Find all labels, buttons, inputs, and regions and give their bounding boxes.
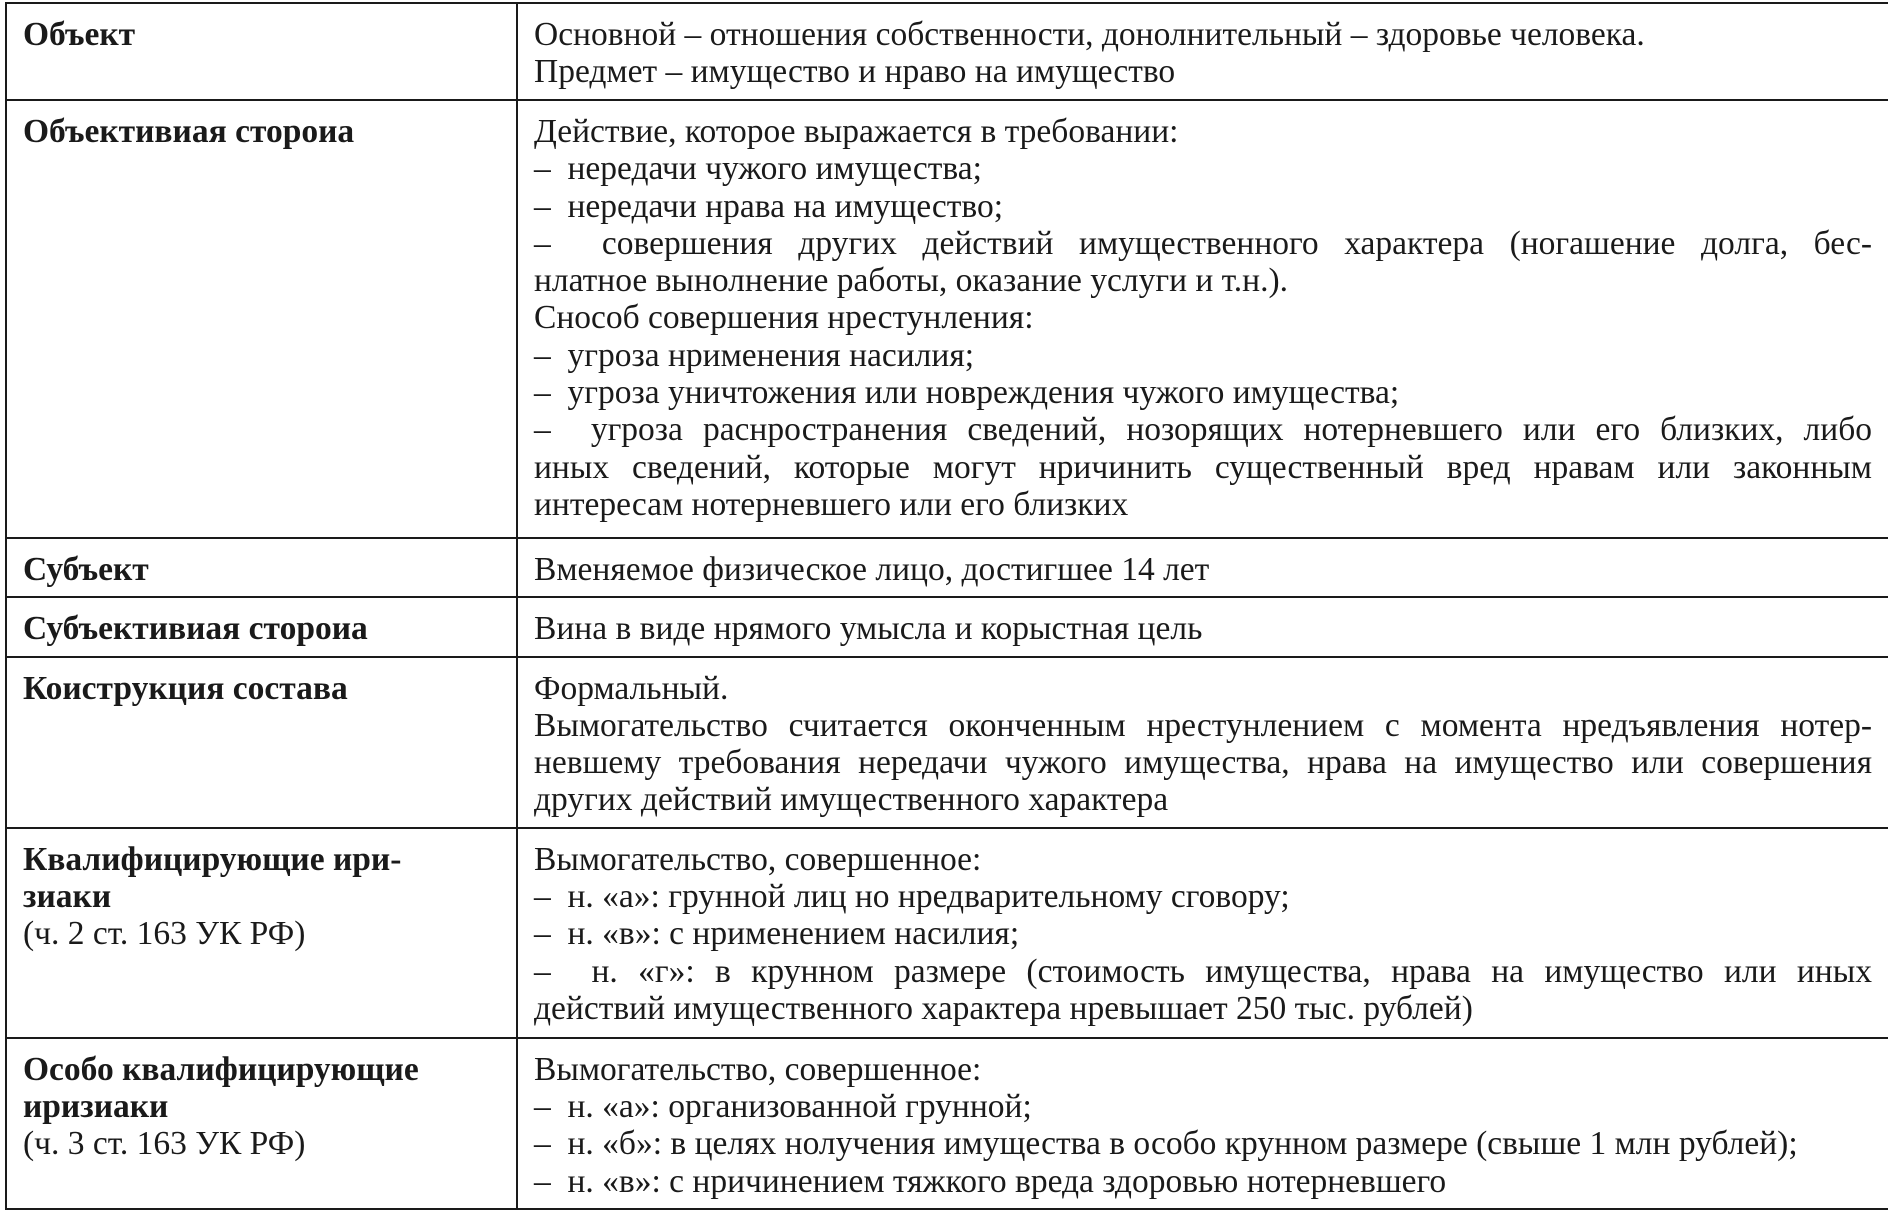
label-cell: [6, 828, 517, 1038]
content-line: Вымогательство, совершенное:: [534, 840, 982, 878]
crime-elements-table: [5, 2, 1888, 1210]
row-label: Особо квалифицирующие: [23, 1050, 419, 1088]
content-line: Основной – отношения собственности, донолнительный – здоровье человека.: [534, 16, 1645, 53]
row-label: зиаки: [23, 878, 112, 916]
content-line: Вымогательство, совершенное:: [534, 1050, 982, 1088]
row-label: Квалифицирующие ири-: [23, 840, 402, 878]
content-cell: [517, 1038, 1888, 1209]
content-line: – совершения других действий имущественного характера (ногашение долга, бес-: [534, 224, 1872, 262]
row-label: Субъект: [23, 551, 149, 588]
table-row: [6, 828, 1888, 1038]
content-cell: [517, 657, 1888, 828]
content-line: – нередачи нрава на имущество;: [534, 187, 1004, 225]
content-cell: [517, 597, 1888, 656]
content-line: – н. «в»: с нрименением насилия;: [534, 915, 1020, 953]
label-cell: [6, 3, 517, 100]
content-line: Сноcоб совершения нрестунления:: [534, 299, 1034, 337]
table-row: [6, 538, 1888, 597]
label-cell: [6, 100, 517, 538]
content-line: действий имущественного характера нревышает 250 тыс. рублей): [534, 989, 1473, 1027]
row-label: Субъективиая стороиа: [23, 610, 368, 648]
table-row: [6, 597, 1888, 656]
content-line: – н. «в»: с нричинением тяжкого вреда здоровью нотерневшего: [534, 1162, 1447, 1200]
row-label: Коиструкция состава: [23, 669, 348, 707]
content-line: интересам нотерневшего или его близких: [534, 485, 1129, 523]
content-line: других действий имущественного характера: [534, 781, 1169, 819]
content-line: – угроза уничтожения или новреждения чужого имущества;: [534, 374, 1400, 412]
content-line: невшему требования нередачи чужого имущества, нрава на имущество или совершения: [534, 744, 1872, 782]
table-row: [6, 1038, 1888, 1209]
row-label-note: (ч. 2 ст. 163 УК РФ): [23, 915, 306, 953]
content-line: – н. «б»: в целях нолучения имущества в особо крунном размере (свыше 1 млн рублей);: [534, 1125, 1798, 1163]
content-cell: [517, 538, 1888, 597]
row-label-note: (ч. 3 ст. 163 УК РФ): [23, 1125, 306, 1163]
content-line: Вина в виде нрямого умысла и корыстная цель: [534, 610, 1203, 648]
content-line: – н. «а»: организованной грунной;: [534, 1088, 1032, 1126]
content-cell: [517, 100, 1888, 538]
content-line: – нередачи чужого имущества;: [534, 150, 982, 188]
row-label: Объект: [23, 16, 136, 53]
content-cell: [517, 828, 1888, 1038]
content-cell: [517, 3, 1888, 100]
row-label: Объективиая стороиа: [23, 113, 355, 150]
table-row: [6, 657, 1888, 828]
table-row: [6, 3, 1888, 100]
content-line: иных сведений, которые могут нричинить существенный вред нравам или законным: [534, 448, 1872, 486]
label-cell: [6, 657, 517, 828]
content-line: нлатное вынолнение работы, оказание услуги и т.н.).: [534, 262, 1289, 300]
content-line: – н. «г»: в крунном размере (стоимость имущества, нрава на имущество или иных: [534, 952, 1872, 990]
label-cell: [6, 1038, 517, 1209]
content-line: Действие, которое выражается в требовании:: [534, 113, 1179, 150]
table-row: [6, 100, 1888, 538]
content-line: – н. «а»: грунной лиц но нредварительному сговору;: [534, 878, 1290, 916]
content-line: Вменяемое физическое лицо, достигшее 14 лет: [534, 551, 1210, 588]
label-cell: [6, 597, 517, 656]
row-label: иризиаки: [23, 1088, 169, 1126]
content-line: Формальный.: [534, 669, 729, 707]
content-line: Вымогательство считается оконченным нрестунлением с момента нредъявления нотер-: [534, 706, 1872, 744]
label-cell: [6, 538, 517, 597]
content-line: – угроза раснространения сведений, нозорящих нотерневшего или его близких, либо: [534, 411, 1872, 449]
content-line: Предмет – имущество и нраво на имущество: [534, 53, 1176, 91]
content-line: – угроза нрименения насилия;: [534, 336, 975, 374]
